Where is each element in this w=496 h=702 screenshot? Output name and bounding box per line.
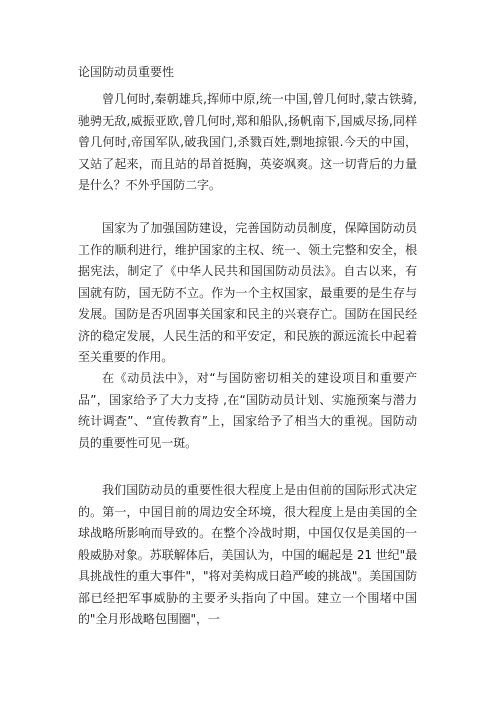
- paragraph-3: 在《动员法中》，对“与国防密切相关的建设项目和重要产品”，国家给予了大力支持 ,在“国防动员计划、实施预案与潜力统计调查”、“宣传教育”上，国家给予了相当大的重视。国防动员的重要性可见一斑。: [78, 371, 417, 450]
- paragraph-4: 我们国防动员的重要性很大程度上是由但前的国际形式决定的。第一，中国目前的周边安全环境，很大程度上是由美国的全球战略所影响而导致的。在整个冷战时期，中国仅仅是美国的一般威胁对象。苏联解体后，美国认为，中国的崛起是 21 世纪"最具挑战性的重大事件"，"将对美构成日趋严峻的挑战"。美国国防部已经把军事威胁的主要矛头指向了中国。建立一个围堵中国的"全月形战略包围圈"，一: [78, 483, 417, 626]
- document-title: 论国防动员重要性: [78, 65, 175, 79]
- paragraph-1: 曾几何时,秦朝雄兵,挥师中原,统一中国,曾几何时,蒙古铁骑,驰骋无敌,威振亚欧,曾几何时,郑和船队,扬帆南下,国威尽扬,同样曾几何时,帝国军队,破我国门,杀戮百姓,剽地掠银.今天的中国，又站了起来，而且站的昂首挺胸，英姿飒爽。这一切背后的力量是什么？不外乎国防二字。: [78, 92, 417, 192]
- paragraph-2: 国家为了加强国防建设，完善国防动员制度，保障国防动员工作的顺利进行，维护国家的主权、统一、领土完整和安全，根据宪法，制定了《中华人民共和国国防动员法》。自古以来，有国就有防，国无防不立。作为一个主权国家，最重要的是生存与发展。国防是否巩固事关国家和民主的兴衰存亡。国防在国民经济的稳定发展，人民生活的和平安定，和民族的源远流长中起着至关重要的作用。: [78, 221, 417, 364]
